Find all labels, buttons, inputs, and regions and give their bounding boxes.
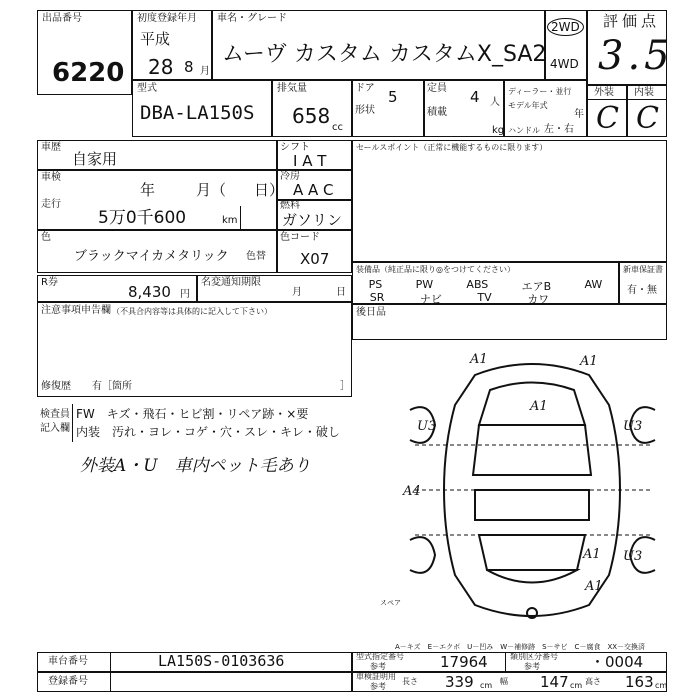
color-code-value: X07 [300, 250, 330, 268]
car-diagram [380, 345, 670, 635]
type-designation-label: 型式指定番号 [356, 652, 404, 661]
rear-seat-label: 後日品 [356, 307, 386, 318]
repair-close: ］ [340, 381, 350, 392]
category-ref: 参考 [524, 662, 540, 671]
recycle-value: 8,430 [128, 283, 171, 301]
doors-value: 5 [388, 88, 398, 106]
mark-u3-rear-right: U3 [623, 549, 643, 564]
displacement-unit: cc [332, 122, 343, 133]
model-year-label: モデル年式 [508, 101, 548, 110]
displacement-label: 排気量 [277, 83, 307, 94]
recycle-unit: 円 [180, 289, 190, 300]
color-value: ブラックマイカメタリック [74, 249, 229, 264]
rating-value: 3.5 [598, 33, 674, 79]
notice-label: 名変通知期限 [201, 277, 261, 288]
handle-value: 左・右 [544, 124, 574, 135]
spare-label: スペア [380, 599, 401, 607]
equipment-item: カワ [527, 293, 550, 306]
history-value: 自家用 [72, 150, 118, 168]
notes-label: 注意事項申告欄 [41, 305, 111, 316]
notice-day: 日 [336, 287, 346, 298]
inspector-row-1: FW キズ・飛石・ヒビ割・リペア跡・×要 [76, 407, 309, 421]
capacity-label: 定員 [427, 83, 447, 94]
cert-label: 車検証明用 [356, 672, 396, 681]
recycle-label: R券 [41, 277, 58, 288]
notes-cell [37, 302, 352, 397]
inspection-label: 車検 [41, 172, 61, 183]
model-label: 型式 [137, 83, 157, 94]
car-name-label: 車名・グレード [217, 13, 287, 24]
int-label: 内装 [634, 87, 654, 98]
equipment-item: PS [368, 278, 383, 291]
mark-a1-rear: A1 [585, 579, 603, 594]
handwritten-note: 外装A・U 車内ペット毛あり [80, 456, 311, 476]
warranty-label: 新車保証書 [623, 265, 663, 274]
inspector-label-2: 記入欄 [40, 423, 70, 434]
selling-cell [352, 140, 667, 262]
repair-value: 有［箇所 [92, 381, 132, 392]
capacity-value: 4 [470, 88, 480, 106]
height-label: 高さ [585, 677, 601, 686]
length-label: 長さ [402, 677, 418, 686]
width-unit: cm [570, 681, 583, 690]
notes-sub: （不具合内容等は具体的に記入して下さい） [112, 307, 272, 316]
equipment-item: PW [415, 278, 434, 291]
shape-label: 形状 [355, 105, 375, 116]
type-row-divider [505, 652, 506, 672]
first-reg-month-unit: 月 [200, 66, 210, 77]
color-label: 色 [41, 232, 51, 243]
equipment-row-1 [352, 278, 619, 293]
recycle-cell [37, 275, 197, 302]
chassis-value: LA150S-0103636 [158, 652, 285, 670]
doors-label: ドア [355, 83, 375, 94]
first-reg-era: 平成 [140, 30, 171, 48]
mark-a1-hood: A1 [530, 399, 548, 414]
shift-value: I A T [293, 152, 327, 170]
drive-2wd: 2WD [547, 18, 584, 36]
inspector-divider [72, 404, 73, 442]
mark-u3-front-left: U3 [417, 419, 437, 434]
load-unit: kg [492, 125, 505, 136]
fuel-value: ガソリン [282, 211, 343, 229]
mileage-unit: km [222, 215, 238, 226]
cert-ref: 参考 [370, 682, 386, 691]
warranty-value: 有・無 [627, 285, 657, 296]
inspection-month: 月（ [196, 181, 227, 199]
inspection-year: 年 [140, 181, 156, 199]
selling-label: セールスポイント（正常に機能するものに限ります） [356, 143, 548, 152]
displacement-value: 658 [292, 104, 331, 128]
load-label: 積載 [427, 107, 447, 118]
first-reg-year: 28 [148, 55, 174, 79]
length-unit: cm [480, 681, 493, 690]
rear-seat-cell [352, 304, 667, 340]
aircon-label: 冷房 [280, 171, 300, 182]
mileage-value: 5万0千600 [98, 208, 187, 228]
equipment-row-2 [352, 291, 567, 306]
type-designation-value: 17964 [440, 653, 488, 671]
cert-row [352, 672, 667, 692]
inspector-label-1: 検査員 [40, 409, 70, 420]
rating-label: 評価点 [603, 12, 661, 30]
inspector-row-2: 内装 汚れ・ヨレ・コゲ・穴・スレ・キレ・破し [76, 425, 340, 439]
width-label: 幅 [500, 677, 508, 686]
car-name: ムーヴ カスタム カスタムX_SA2 [222, 42, 547, 67]
equipment-item: SR [369, 291, 385, 304]
model-value: DBA-LA150S [140, 102, 255, 124]
handle-label: ハンドル [508, 126, 540, 135]
notice-month: 月 [292, 287, 302, 298]
chassis-label: 車台番号 [48, 656, 88, 667]
width-value: 147 [540, 673, 569, 691]
legend: A－キズ E－エクボ U－凹み W－補修跡 S－サビ C－腐食 XX－交換済 [395, 643, 646, 651]
history-label: 車歴 [41, 142, 61, 153]
height-value: 163 [625, 673, 654, 691]
ext-int-divider [587, 99, 667, 100]
int-value: C [636, 101, 659, 136]
mark-a1-front-left: A1 [470, 352, 488, 367]
equipment-item: エアB [521, 280, 552, 293]
mark-u3-front-right: U3 [623, 419, 643, 434]
mark-a1-front-right: A1 [580, 354, 598, 369]
ext-value: C [596, 101, 619, 136]
first-reg-label: 初度登録年月 [137, 13, 197, 24]
equipment-item: AW [584, 278, 603, 291]
mark-a1-rear-right: A1 [583, 547, 601, 562]
length-value: 339 [445, 673, 474, 691]
inspection-day: 日） [254, 181, 285, 199]
ext-label: 外装 [594, 87, 614, 98]
equipment-label: 装備品（純正品に限り◎をつけてください） [356, 265, 515, 274]
equipment-item: ナビ [419, 293, 442, 306]
category-value: ・0004 [590, 653, 644, 671]
color-change-label: 色替 [246, 251, 266, 262]
mileage-label: 走行 [41, 199, 61, 210]
type-designation-ref: 参考 [370, 662, 386, 671]
lot-number: 6220 [52, 58, 125, 88]
shift-label: シフト [280, 142, 310, 153]
drive-4wd: 4WD [550, 57, 579, 71]
height-unit: cm [655, 681, 668, 690]
mark-a4-side: A4 [403, 484, 421, 499]
first-reg-month: 8 [184, 58, 194, 76]
equipment-item: TV [477, 291, 492, 304]
lot-label: 出品番号 [42, 13, 82, 24]
mileage-divider [240, 206, 241, 230]
repair-label: 修復歴 [41, 381, 71, 392]
capacity-unit: 人 [490, 97, 500, 108]
fuel-label: 燃料 [280, 200, 300, 211]
aircon-value: A A C [293, 181, 334, 199]
equipment-item: ABS [466, 278, 489, 291]
model-year-unit: 年 [574, 109, 584, 120]
registration-label: 登録番号 [48, 676, 88, 687]
category-label: 類別区分番号 [510, 652, 558, 661]
dealer-label: ディーラー・並行 [508, 87, 572, 96]
color-code-label: 色コード [280, 232, 320, 243]
